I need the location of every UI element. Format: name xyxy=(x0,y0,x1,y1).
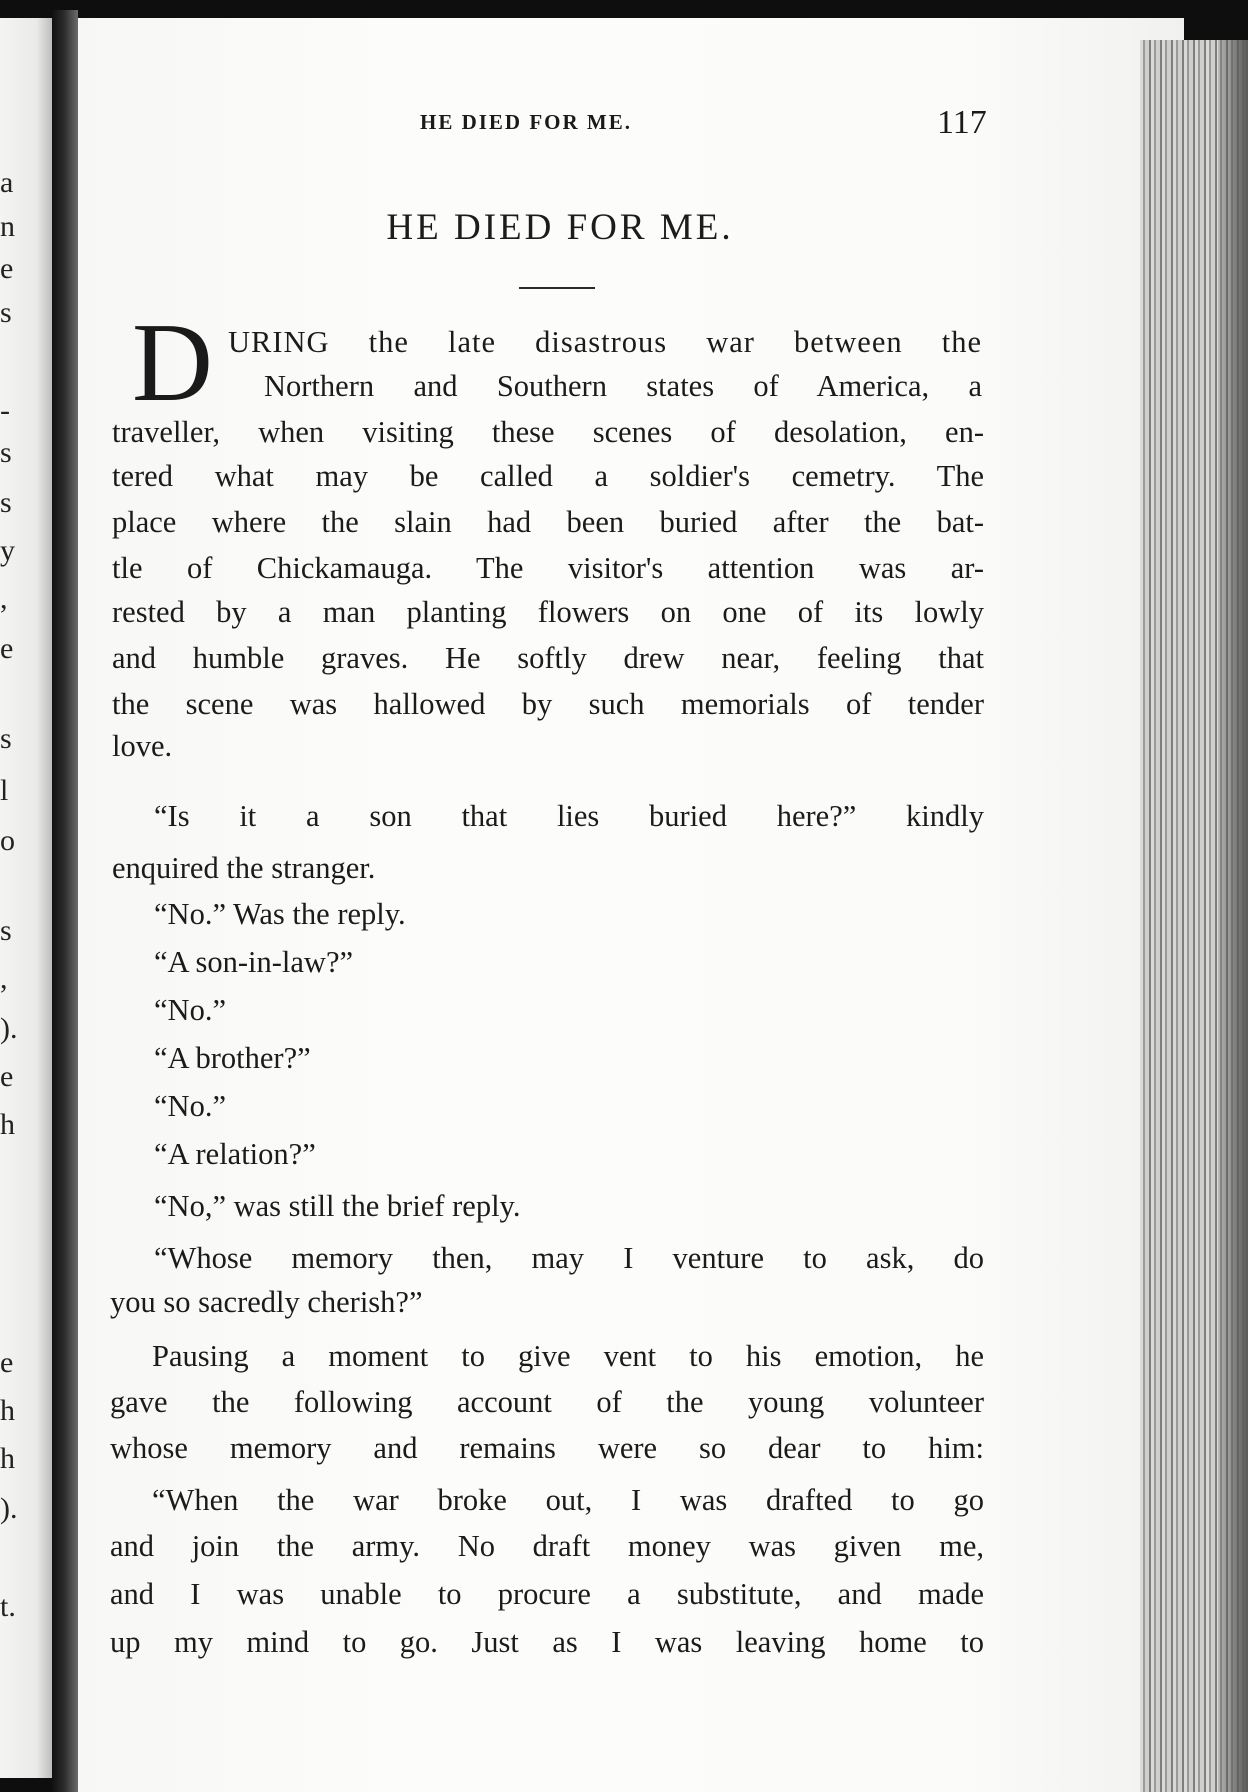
text-line: “A relation?” xyxy=(154,1137,316,1171)
text-line: “A son-in-law?” xyxy=(154,945,354,979)
facing-page-char: s xyxy=(0,914,12,947)
text-line: traveller, when visiting these scenes of desolation, en- xyxy=(112,415,984,449)
title-rule xyxy=(519,287,595,289)
facing-page-char: t. xyxy=(0,1590,16,1623)
facing-page-char: o xyxy=(0,824,15,857)
chapter-title: HE DIED FOR ME. xyxy=(386,207,734,248)
text-line: “Is it a son that lies buried here?” kindly xyxy=(154,799,984,833)
facing-page-char: h xyxy=(0,1442,15,1475)
text-line: “No.” xyxy=(154,1089,226,1123)
text-line: rested by a man planting flowers on one of its lowly xyxy=(112,595,984,629)
facing-page-char: e xyxy=(0,252,14,285)
facing-page-char: s xyxy=(0,722,12,755)
facing-page-char: - xyxy=(0,394,10,427)
facing-page-char: l xyxy=(0,774,9,807)
facing-page-char: ). xyxy=(0,1492,18,1525)
facing-page-char: ). xyxy=(0,1012,18,1045)
text-line: the scene was hallowed by such memorials of tender xyxy=(112,687,984,721)
facing-page-char: e xyxy=(0,1060,14,1093)
text-line: “No.” xyxy=(154,993,226,1027)
drop-cap: D xyxy=(132,301,213,425)
running-header: HE DIED FOR ME. xyxy=(420,110,633,134)
text-line: “No,” was still the brief reply. xyxy=(154,1189,521,1223)
text-line: Pausing a moment to give vent to his emotion, he xyxy=(152,1339,984,1373)
facing-page-edge xyxy=(0,18,52,1778)
facing-page-char: y xyxy=(0,534,15,567)
facing-page-char: s xyxy=(0,486,12,519)
facing-page-char: h xyxy=(0,1108,15,1141)
page-number: 117 xyxy=(937,104,987,141)
text-line: “No.” Was the reply. xyxy=(154,897,406,931)
book-gutter xyxy=(52,10,78,1792)
text-line: and humble graves. He softly drew near, feeling that xyxy=(112,641,984,675)
facing-page-char: , xyxy=(0,962,8,995)
facing-page-char: , xyxy=(0,582,8,615)
facing-page-char: h xyxy=(0,1394,15,1427)
text-line: love. xyxy=(112,729,173,763)
text-line: tered what may be called a soldier's cemetry. The xyxy=(112,459,984,493)
facing-page-char: e xyxy=(0,632,14,665)
text-line: place where the slain had been buried after the bat- xyxy=(112,505,984,539)
facing-page-char: s xyxy=(0,296,12,329)
text-line: “A brother?” xyxy=(154,1041,311,1075)
facing-page-char: e xyxy=(0,1346,14,1379)
text-line: and I was unable to procure a substitute, and made xyxy=(110,1577,984,1611)
text-line: gave the following account of the young volunteer xyxy=(110,1385,984,1419)
text-line: tle of Chickamauga. The visitor's attention was ar- xyxy=(112,551,984,585)
facing-page-char: a xyxy=(0,166,14,199)
facing-page-char: n xyxy=(0,210,15,243)
text-line: enquired the stranger. xyxy=(112,851,376,885)
text-line: and join the army. No draft money was given me, xyxy=(110,1529,984,1563)
text-line: up my mind to go. Just as I was leaving home to xyxy=(110,1625,984,1659)
text-line: “When the war broke out, I was drafted to go xyxy=(152,1483,984,1517)
text-line: you so sacredly cherish?” xyxy=(110,1285,423,1319)
page-block-edge xyxy=(1140,40,1248,1792)
text-line: Northern and Southern states of America, a xyxy=(264,369,982,403)
text-line: URING the late disastrous war between the xyxy=(228,325,982,359)
text-line: “Whose memory then, may I venture to ask, do xyxy=(154,1241,984,1275)
facing-page-char: s xyxy=(0,436,12,469)
text-line: whose memory and remains were so dear to him: xyxy=(110,1431,984,1465)
